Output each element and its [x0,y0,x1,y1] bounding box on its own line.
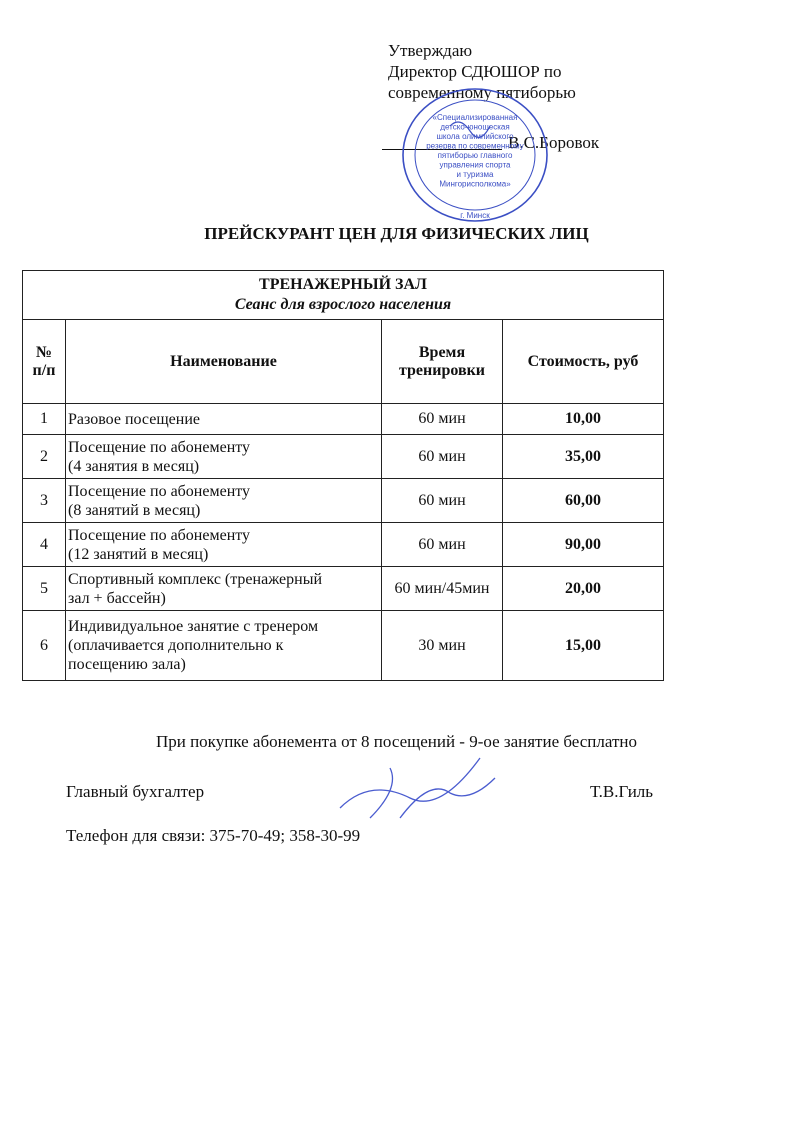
seal-text-line: управления спорта [439,160,511,170]
row-name-line: Разовое посещение [68,410,200,428]
row-name-line: Посещение по абонементу [68,482,251,500]
section-header-row [23,271,664,320]
official-seal-stamp [400,86,550,224]
row-number: 5 [23,567,66,611]
section-subtitle: Сеанс для взрослого населения [234,296,452,313]
column-header-time-line2: тренировки [398,361,486,379]
table-row [23,435,664,479]
contact-phone: Телефон для связи: 375-70-49; 358-30-99 [66,826,361,845]
seal-text-line: детско-юношеская [440,122,510,132]
row-name [66,435,382,479]
seal-text-line: «Специализированная [432,113,518,122]
column-header-num-line2: п/п [32,361,56,379]
row-name-line: зал + бассейн) [68,589,166,607]
row-cost: 35,00 [503,435,664,479]
accountant-name: Т.В.Гиль [590,782,654,801]
column-header-time [382,320,503,404]
table-row [23,611,664,681]
seal-text-line: и туризма [456,170,494,179]
seal-text-line: Мингорисполкома» [439,179,511,189]
row-name-line: Посещение по абонементу [68,526,251,544]
column-header-name: Наименование [66,320,382,404]
row-number: 3 [23,479,66,523]
row-time: 60 мин [382,435,503,479]
row-name [66,404,382,435]
discount-note: При покупке абонемента от 8 посещений - 9-ое занятие бесплатно [155,732,638,751]
table-row [23,479,664,523]
row-name-line: (4 занятия в месяц) [68,457,200,475]
row-time: 60 мин/45мин [382,567,503,611]
table-row [23,523,664,567]
column-header-num-line1: № [35,343,53,361]
row-cost: 90,00 [503,523,664,567]
row-time: 60 мин [382,479,503,523]
price-table [22,270,664,681]
row-number: 4 [23,523,66,567]
section-title: ТРЕНАЖЕРНЫЙ ЗАЛ [259,276,427,293]
row-name [66,523,382,567]
row-name-line: (8 занятий в месяц) [68,501,201,519]
row-number: 1 [23,404,66,435]
row-name [66,611,382,681]
row-name-line: Индивидуальное занятие с тренером [68,618,319,635]
row-cost: 10,00 [503,404,664,435]
row-cost: 60,00 [503,479,664,523]
row-number: 2 [23,435,66,479]
column-header-cost: Стоимость, руб [503,320,664,404]
seal-text-line: резерва по современному [426,141,524,151]
page-title: ПРЕЙСКУРАНТ ЦЕН ДЛЯ ФИЗИЧЕСКИХ ЛИЦ [204,224,589,243]
seal-city: г. Минск [460,211,490,220]
row-name [66,479,382,523]
section-header [23,271,664,320]
row-time: 60 мин [382,523,503,567]
accountant-label: Главный бухгалтер [66,782,205,801]
row-name-line: (оплачивается дополнительно к [68,637,284,654]
accountant-signature [330,748,500,828]
row-name [66,567,382,611]
row-cost: 15,00 [503,611,664,681]
column-header-row [23,320,664,404]
row-name-line: (12 занятий в месяц) [68,545,209,563]
row-time: 30 мин [382,611,503,681]
table-row [23,404,664,435]
column-header-num [23,320,66,404]
approval-line-2: Директор СДЮШОР по [388,62,562,81]
table-row [23,567,664,611]
row-time: 60 мин [382,404,503,435]
row-name-line: посещению зала) [68,656,186,673]
approval-line-1: Утверждаю [388,41,473,60]
seal-text-line: школа олимпийского [436,132,514,141]
approval-signer: В.С.Боровок [508,133,600,152]
row-cost: 20,00 [503,567,664,611]
seal-text-line: пятиборью главного [437,151,513,160]
row-name-line: Спортивный комплекс (тренажерный [68,570,323,588]
row-number: 6 [23,611,66,681]
signature-line [382,149,502,150]
approval-line-3: современному пятиборью [388,83,576,102]
column-header-time-line1: Время [418,343,466,361]
row-name-line: Посещение по абонементу [68,438,251,456]
